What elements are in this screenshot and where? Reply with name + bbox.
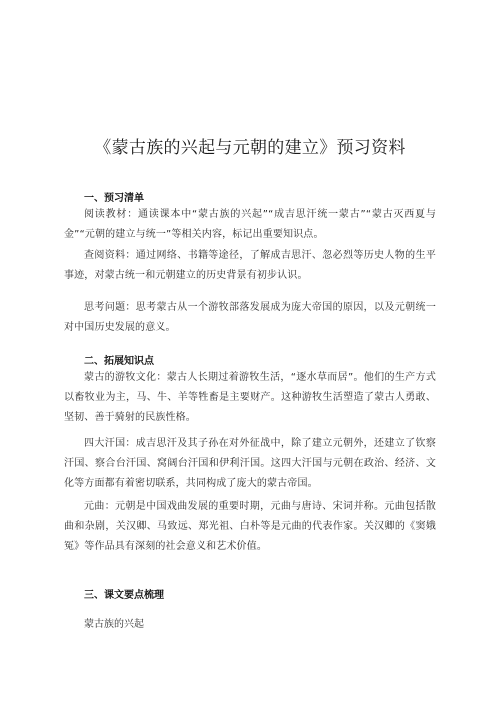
section-heading-preview-list: 一、预习清单: [84, 193, 144, 204]
subheading-mongol-rise: 蒙古族的兴起: [84, 619, 144, 630]
document-title: 《蒙古族的兴起与元朝的建立》预习资料: [94, 138, 406, 158]
paragraph-yuan-opera: 元曲：元朝是中国戏曲发展的重要时期，元曲与唐诗、宋词并称。元曲包括散曲和杂剧，关汉卿、马致远、郑光祖、白朴等是元曲的代表作家。关汉卿的《窦娥冤》等作品具有深刻的社会意义和艺术价值。: [64, 501, 436, 552]
paragraph-nomadic-culture: 蒙古的游牧文化：蒙古人长期过着游牧生活，“逐水草而居”。他们的生产方式以畜牧业为主，马、牛、羊等牲畜是主要财产。这种游牧生活塑造了蒙古人勇敢、坚韧、善于骑射的民族性格。: [64, 372, 436, 423]
paragraph-four-khanates: 四大汗国：成吉思汗及其子孙在对外征战中，除了建立元朝外，还建立了钦察汗国、察合台汗国、窝阔台汗国和伊利汗国。这四大汗国与元朝在政治、经济、文化等方面都有着密切联系，共同构成了庞大的蒙古帝国。: [64, 438, 436, 489]
paragraph-read-textbook: 阅读教材：通读课本中“蒙古族的兴起”“成吉思汗统一蒙古”“蒙古灭西夏与金”“元朝的建立与统一”等相关内容，标记出重要知识点。: [64, 209, 436, 240]
section-heading-extended-knowledge: 二、拓展知识点: [84, 356, 154, 367]
paragraph-think-questions: 思考问题：思考蒙古从一个游牧部落发展成为庞大帝国的原因，以及元朝统一对中国历史发展的意义。: [64, 302, 436, 333]
section-heading-key-points: 三、课文要点梳理: [84, 590, 164, 601]
paragraph-consult-materials: 查阅资料：通过网络、书籍等途径，了解成吉思汗、忽必烈等历史人物的生平事迹，对蒙古统一和元朝建立的历史背景有初步认识。: [64, 250, 436, 281]
